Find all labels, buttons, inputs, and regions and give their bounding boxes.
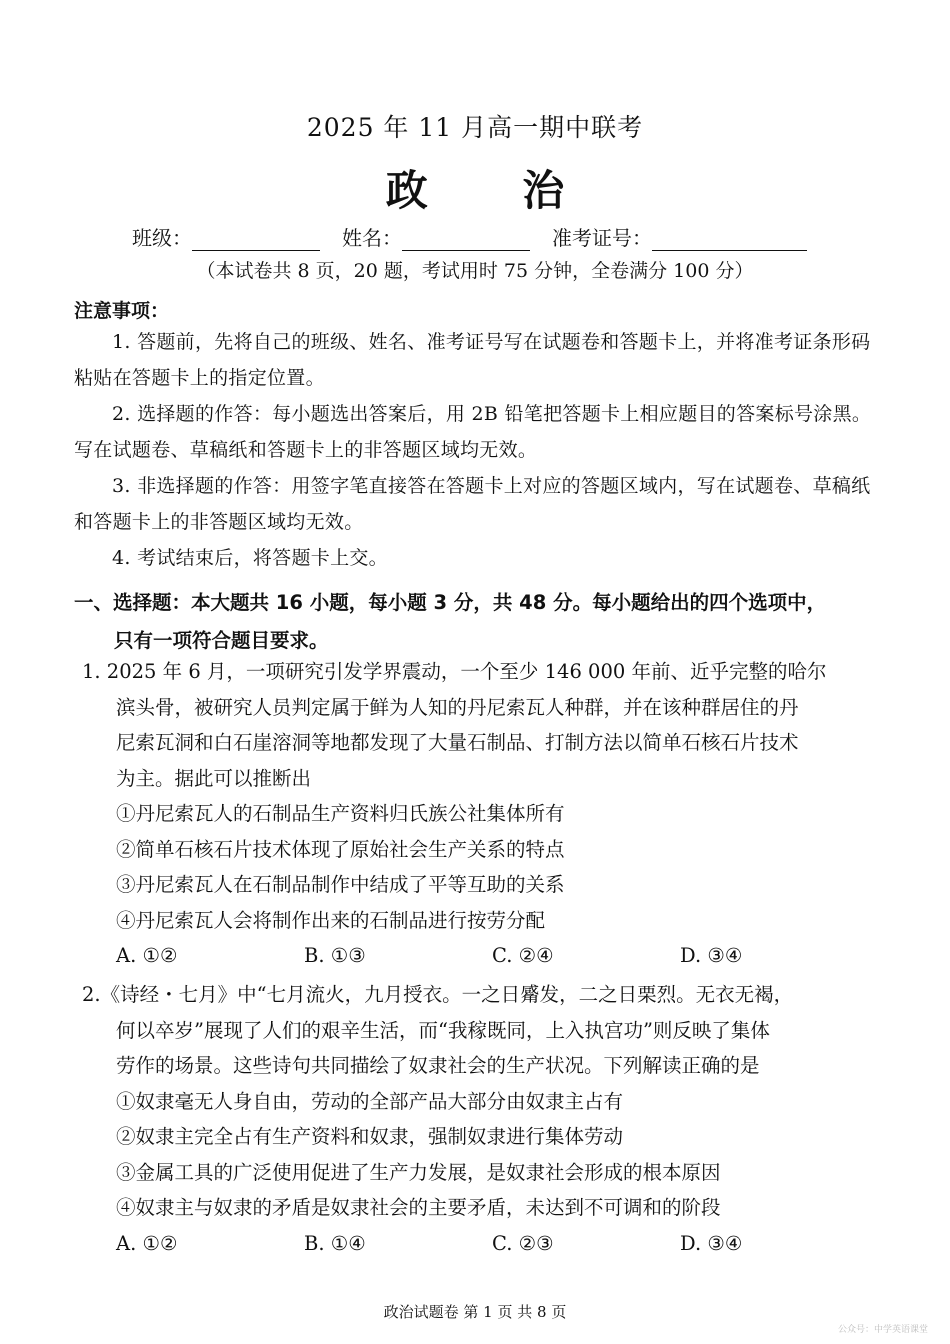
name-blank[interactable] xyxy=(402,228,530,251)
exam-description: （本试卷共 8 页，20 题，考试用时 75 分钟，全卷满分 100 分） xyxy=(196,260,754,282)
answer-choices xyxy=(82,1226,882,1262)
exam-title: 2025 年 11 月高一期中联考 xyxy=(306,113,644,142)
notice-list xyxy=(74,324,884,576)
statement-option: ①丹尼索瓦人的石制品生产资料归氏族公社集体所有 xyxy=(116,802,565,825)
choice-b[interactable]: B. ①③ xyxy=(304,944,366,967)
stem-line: 尼索瓦洞和白石崖溶洞等地都发现了大量石制品、打制方法以简单石核石片技术 xyxy=(116,731,799,754)
question-1 xyxy=(82,654,882,974)
choice-c[interactable]: C. ②④ xyxy=(492,944,554,967)
choice-d[interactable]: D. ③④ xyxy=(680,1231,743,1255)
stem-line: 为主。据此可以推断出 xyxy=(116,766,312,790)
name-label: 姓名： xyxy=(342,226,402,250)
choice-d[interactable]: D. ③④ xyxy=(680,944,743,967)
choice-a[interactable]: A. ①② xyxy=(116,1231,178,1255)
statement-option: ③丹尼索瓦人在石制品制作中结成了平等互助的关系 xyxy=(116,873,565,896)
ticket-label: 准考证号： xyxy=(552,226,652,250)
stem-line: 1. 2025 年 6 月，一项研究引发学界震动，一个至少 146 000 年前、近乎完整的哈尔 xyxy=(82,660,827,683)
subject-title: 政 治 xyxy=(385,166,605,215)
stem-line: 何以卒岁”展现了人们的艰辛生活，而“我稼既同，上入执宫功”则反映了集体 xyxy=(116,1018,770,1042)
section-heading-line1: 一、选择题：本大题共 16 小题，每小题 3 分，共 48 分。每小题给出的四个选项中， xyxy=(74,591,827,614)
stem-line: 2.《诗经・七月》中“七月流火，九月授衣。一之日觱发，二之日栗烈。无衣无褐， xyxy=(82,983,794,1006)
question-stem xyxy=(82,977,882,1084)
page-footer: 政治试题卷 第 1 页 共 8 页 xyxy=(383,1303,567,1321)
choice-c[interactable]: C. ②③ xyxy=(492,1231,554,1255)
stem-line: 滨头骨，被研究人员判定属于鲜为人知的丹尼索瓦人种群，并在该种群居住的丹 xyxy=(116,695,799,719)
section-heading-line2: 只有一项符合题目要求。 xyxy=(114,629,329,652)
statement-option: ④丹尼索瓦人会将制作出来的石制品进行按劳分配 xyxy=(116,908,546,932)
statement-option: ④奴隶主与奴隶的矛盾是奴隶社会的主要矛盾，未达到不可调和的阶段 xyxy=(116,1196,721,1219)
stem-line: 劳作的场景。这些诗句共同描绘了奴隶社会的生产状况。下列解读正确的是 xyxy=(116,1054,760,1077)
notice-item: 3. 非选择题的作答：用签字笔直接答在答题卡上对应的答题区域内，写在试题卷、草稿纸和答题卡上的非答题区域均无效。 xyxy=(74,475,871,533)
question-2 xyxy=(82,977,882,1262)
ticket-blank[interactable] xyxy=(652,228,807,251)
question-stem xyxy=(82,654,882,796)
choice-b[interactable]: B. ①④ xyxy=(304,1231,366,1255)
section-heading xyxy=(74,584,894,660)
statement-option: ②简单石核石片技术体现了原始社会生产关系的特点 xyxy=(116,837,565,861)
watermark-text: 公众号：中学英语课堂 xyxy=(837,1325,928,1335)
notice-item: 1. 答题前，先将自己的班级、姓名、准考证号写在试题卷和答题卡上，并将准考证条形码粘贴在答题卡上的指定位置。 xyxy=(74,331,871,389)
choice-a[interactable]: A. ①② xyxy=(116,944,178,967)
notice-item: 2. 选择题的作答：每小题选出答案后，用 2B 铅笔把答题卡上相应题目的答案标号涂黑。写在试题卷、草稿纸和答题卡上的非答题区域均无效。 xyxy=(74,403,872,461)
notice-heading: 注意事项： xyxy=(74,300,170,322)
statement-option: ②奴隶主完全占有生产资料和奴隶，强制奴隶进行集体劳动 xyxy=(116,1125,624,1148)
answer-choices xyxy=(82,938,882,974)
statement-option: ①奴隶毫无人身自由，劳动的全部产品大部分由奴隶主占有 xyxy=(116,1089,624,1113)
class-label: 班级： xyxy=(132,226,192,250)
class-blank[interactable] xyxy=(192,228,320,251)
statement-option: ③金属工具的广泛使用促进了生产力发展，是奴隶社会形成的根本原因 xyxy=(116,1160,721,1184)
student-info-row xyxy=(132,222,807,251)
notice-item: 4. 考试结束后，将答题卡上交。 xyxy=(112,547,388,569)
